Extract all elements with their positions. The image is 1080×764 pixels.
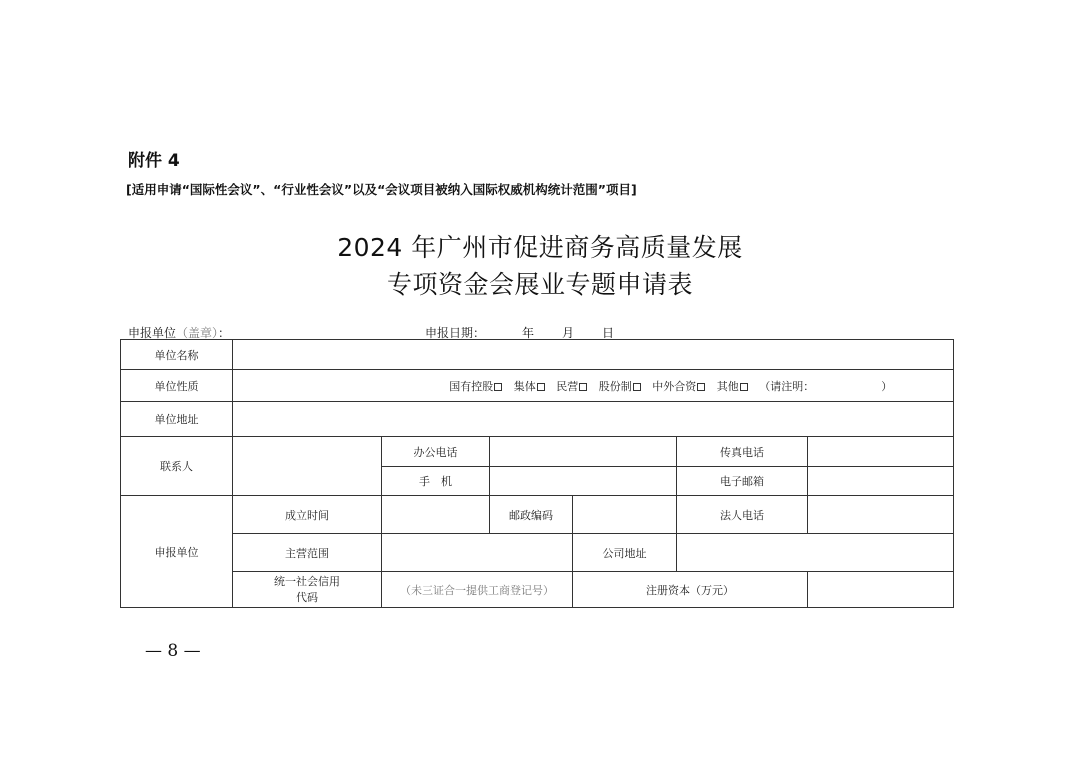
application-form-table bbox=[120, 339, 954, 608]
checkbox-icon[interactable] bbox=[494, 383, 502, 391]
checkbox-icon[interactable] bbox=[537, 383, 545, 391]
scope-note: [适用申请“国际性会议”、“行业性会议”以及“会议项目被纳入国际权威机构统计范围”项目] bbox=[126, 182, 637, 197]
postcode-label: 邮政编码 bbox=[490, 496, 573, 534]
checkbox-icon[interactable] bbox=[579, 383, 587, 391]
row-unit-address bbox=[121, 402, 954, 437]
postcode-field[interactable] bbox=[573, 496, 677, 534]
legal-phone-field[interactable] bbox=[808, 496, 954, 534]
office-phone-label: 办公电话 bbox=[382, 437, 490, 467]
date-day: 日 bbox=[602, 326, 615, 340]
checkbox-icon[interactable] bbox=[697, 383, 705, 391]
fax-label: 传真电话 bbox=[677, 437, 808, 467]
unit-address-field[interactable] bbox=[233, 402, 954, 437]
date-year: 年 bbox=[522, 326, 535, 340]
checkbox-icon[interactable] bbox=[740, 383, 748, 391]
unit-address-label: 单位地址 bbox=[121, 402, 233, 437]
credit-code-label: 统一社会信用代码 bbox=[233, 572, 382, 608]
row-applicant-1 bbox=[121, 496, 954, 534]
business-scope-label: 主营范围 bbox=[233, 534, 382, 572]
date-label: 申报日期： bbox=[425, 326, 486, 340]
fax-field[interactable] bbox=[808, 437, 954, 467]
nature-option-joint-stock[interactable]: 股份制 bbox=[599, 380, 649, 393]
nature-option-joint-venture[interactable]: 中外合资 bbox=[652, 380, 713, 393]
attachment-label: 附件 4 bbox=[128, 151, 180, 171]
row-applicant-3 bbox=[121, 572, 954, 608]
nature-other-close: ） bbox=[881, 379, 893, 393]
colon: ： bbox=[218, 326, 231, 340]
row-unit-name bbox=[121, 340, 954, 370]
nature-option-collective[interactable]: 集体 bbox=[514, 380, 553, 393]
company-address-label: 公司地址 bbox=[573, 534, 677, 572]
row-contact-1 bbox=[121, 437, 954, 467]
email-label: 电子邮箱 bbox=[677, 467, 808, 496]
established-label: 成立时间 bbox=[233, 496, 382, 534]
checkbox-icon[interactable] bbox=[633, 383, 641, 391]
row-unit-nature bbox=[121, 370, 954, 402]
office-phone-field[interactable] bbox=[490, 437, 677, 467]
mobile-field[interactable] bbox=[490, 467, 677, 496]
unit-nature-options bbox=[233, 370, 954, 402]
unit-nature-label: 单位性质 bbox=[121, 370, 233, 402]
business-scope-field[interactable] bbox=[382, 534, 573, 572]
registered-capital-field[interactable] bbox=[808, 572, 954, 608]
seal-note: （盖章） bbox=[176, 326, 219, 340]
nature-option-private[interactable]: 民营 bbox=[556, 380, 595, 393]
email-field[interactable] bbox=[808, 467, 954, 496]
row-applicant-2 bbox=[121, 534, 954, 572]
nature-option-other[interactable]: 其他 bbox=[717, 380, 756, 393]
applicant-unit-label: 申报单位 bbox=[121, 496, 233, 608]
legal-phone-label: 法人电话 bbox=[677, 496, 808, 534]
contact-field[interactable] bbox=[233, 437, 382, 496]
date-month: 月 bbox=[562, 326, 575, 340]
page-number: — 8 — bbox=[145, 641, 201, 661]
form-title-line-1: 2024 年广州市促进商务高质量发展 bbox=[337, 233, 743, 262]
registered-capital-label: 注册资本（万元） bbox=[573, 572, 808, 608]
applicant-label: 申报单位 bbox=[128, 326, 177, 340]
company-address-field[interactable] bbox=[677, 534, 954, 572]
unit-name-label: 单位名称 bbox=[121, 340, 233, 370]
established-field[interactable] bbox=[382, 496, 490, 534]
unit-name-field[interactable] bbox=[233, 340, 954, 370]
nature-option-state[interactable]: 国有控股 bbox=[449, 380, 510, 393]
credit-code-field[interactable]: （未三证合一提供工商登记号） bbox=[382, 572, 573, 608]
nature-other-note: （请注明： bbox=[759, 379, 815, 393]
form-title-line-2: 专项资金会展业专题申请表 bbox=[386, 270, 693, 299]
mobile-label: 手 机 bbox=[382, 467, 490, 496]
contact-label: 联系人 bbox=[121, 437, 233, 496]
